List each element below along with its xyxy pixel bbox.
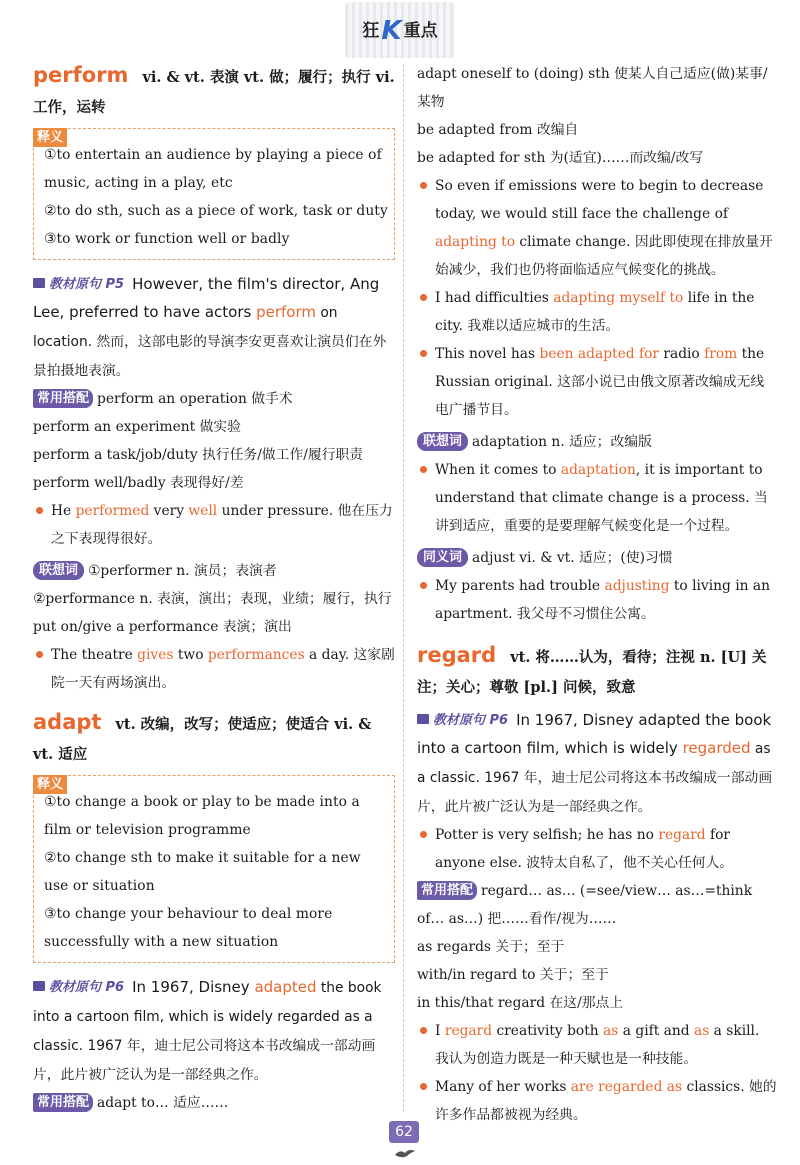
pos-regard: vt. 将……认为，看待；注视 n. [U] 关注；关心；尊敬 [pl.] 问候，致意 — [417, 649, 767, 696]
collocation-tag: 常用搭配 — [417, 881, 477, 900]
collocation-line: 常用搭配 perform an operation 做手术 — [33, 385, 395, 413]
example-sentence: So even if emissions were to begin to decrease today, we would still face the challenge of adapting to climate change. 因此即使现在排放量开始减少，我们也仍将面临适应气候变化的挑战。 — [417, 172, 777, 284]
collocation-line: as regards 关于；至于 — [417, 939, 565, 955]
pos-perform: vi. & vt. 表演 vt. 做；履行；执行 vi. 工作，运转 — [33, 69, 395, 116]
association-tag: 联想词 — [33, 561, 84, 580]
example-sentence: The theatre gives two performances a day. 这家剧院一天有两场演出。 — [33, 641, 395, 697]
gloss-item: ②to change sth to make it suitable for a new use or situation — [44, 850, 361, 894]
example-sentence: Potter is very selfish; he has no regard for anyone else. 波特太自私了，他不关心任何人。 — [417, 821, 777, 877]
synonym-line: 同义词 adjust vi. & vt. 适应；(使)习惯 — [417, 544, 777, 572]
entry-regard-head — [417, 640, 777, 702]
gloss-item: ②to do sth, such as a piece of work, task or duty — [44, 203, 388, 219]
right-column — [417, 60, 777, 1129]
collocation-line: with/in regard to 关于；至于 — [417, 967, 609, 983]
collocation-line: adapt oneself to (doing) sth 使某人自己适应(做)某事/某物 — [417, 66, 768, 110]
collocation-line: perform a task/job/duty 执行任务/做工作/履行职责 — [33, 447, 364, 463]
example-sentence: When it comes to adaptation, it is important to understand that climate change is a process. 当讲到适应，重要的是要理解气候变化是一个过程。 — [417, 456, 777, 540]
entry-adapt-head — [33, 707, 395, 769]
column-divider — [403, 64, 404, 1112]
collocation-line: be adapted from 改编自 — [417, 122, 579, 138]
example-sentence: He performed very well under pressure. 他在压力之下表现得很好。 — [33, 497, 395, 553]
headword-adapt: adapt — [33, 710, 102, 734]
gloss-item: ①to entertain an audience by playing a piece of music, acting in a play, etc — [44, 147, 382, 191]
source-tag: 教材原句 P6 — [33, 978, 128, 997]
headword-perform: perform — [33, 63, 129, 87]
source-tag: 教材原句 P6 — [417, 711, 512, 730]
bird-icon — [394, 1147, 416, 1159]
bookmark-icon — [33, 981, 45, 991]
collocation-line: perform an experiment 做实验 — [33, 419, 241, 435]
example-sentence: I had difficulties adapting myself to life in the city. 我难以适应城市的生活。 — [417, 284, 777, 340]
collocation-line: in this/that regard 在这/那点上 — [417, 995, 624, 1011]
entry-perform-head — [33, 60, 395, 122]
gloss-tag: 释义 — [33, 128, 67, 147]
example-sentence: Many of her works are regarded as classics. 她的许多作品都被视为经典。 — [417, 1073, 777, 1129]
collocation-tag: 常用搭配 — [33, 389, 93, 408]
collocation-line: 常用搭配 regard… as… (=see/view… as…=think of… as…) 把……看作/视为…… — [417, 883, 753, 927]
left-column — [33, 58, 395, 1117]
association-line: ②performance n. 表演，演出；表现，业绩；履行，执行 — [33, 591, 392, 607]
example-sentence: I regard creativity both as a gift and as a skill. 我认为创造力既是一种天赋也是一种技能。 — [417, 1017, 777, 1073]
example-sentence: This novel has been adapted for radio from the Russian original. 这部小说已由俄文原著改编成无线电广播节目。 — [417, 340, 777, 424]
gloss-box-adapt — [33, 775, 395, 963]
example-sentence: My parents had trouble adjusting to living in an apartment. 我父母不习惯住公寓。 — [417, 572, 777, 628]
bookmark-icon — [417, 714, 429, 724]
source-sentence-regard: 教材原句 P6 In 1967, Disney adapted the book into a cartoon film, which is widely regarded as a classic. 1967 年，迪士尼公司将这本书改编成一部动画片，此片被广泛认为是一部经典之作。 — [417, 711, 773, 815]
page-number: 62 — [389, 1121, 419, 1143]
association-line: 联想词 ①performer n. 演员；表演者 — [33, 557, 395, 585]
headword-regard: regard — [417, 643, 497, 667]
header-k-letter: K — [381, 16, 402, 46]
header-title: 狂K 重点 — [362, 16, 438, 46]
association-line: put on/give a performance 表演；演出 — [33, 619, 292, 635]
collocation-line: be adapted for sth 为(适宜)……而改编/改写 — [417, 150, 704, 166]
gloss-box-perform — [33, 128, 395, 260]
gloss-item: ①to change a book or play to be made into a film or television programme — [44, 794, 360, 838]
gloss-item: ③to change your behaviour to deal more successfully with a new situation — [44, 906, 333, 950]
gloss-tag: 释义 — [33, 775, 67, 794]
collocation-line: 常用搭配 adapt to… 适应…… — [33, 1089, 395, 1117]
synonym-tag: 同义词 — [417, 548, 468, 567]
source-sentence-adapt: 教材原句 P6 In 1967, Disney adapted the book into a cartoon film, which is widely regarded as a classic. 1967 年，迪士尼公司将这本书改编成一部动画片，此片被广泛认为是一部经典之作。 — [33, 978, 382, 1083]
source-sentence-perform: 教材原句 P5 However, the film's director, Ang Lee, preferred to have actors perform on location. 然而，这部电影的导演李安更喜欢让演员们在外景拍摄地表演。 — [33, 275, 387, 379]
gloss-item: ③to work or function well or badly — [44, 231, 290, 247]
association-tag: 联想词 — [417, 432, 468, 451]
association-line: 联想词 adaptation n. 适应；改编版 — [417, 428, 777, 456]
collocation-tag: 常用搭配 — [33, 1093, 93, 1112]
collocation-line: perform well/badly 表现得好/差 — [33, 475, 244, 491]
bookmark-icon — [33, 278, 45, 288]
pos-adapt: vt. 改编，改写；使适应；使适合 vi. & vt. 适应 — [33, 716, 372, 763]
source-tag: 教材原句 P5 — [33, 275, 128, 294]
page-header — [0, 0, 800, 62]
